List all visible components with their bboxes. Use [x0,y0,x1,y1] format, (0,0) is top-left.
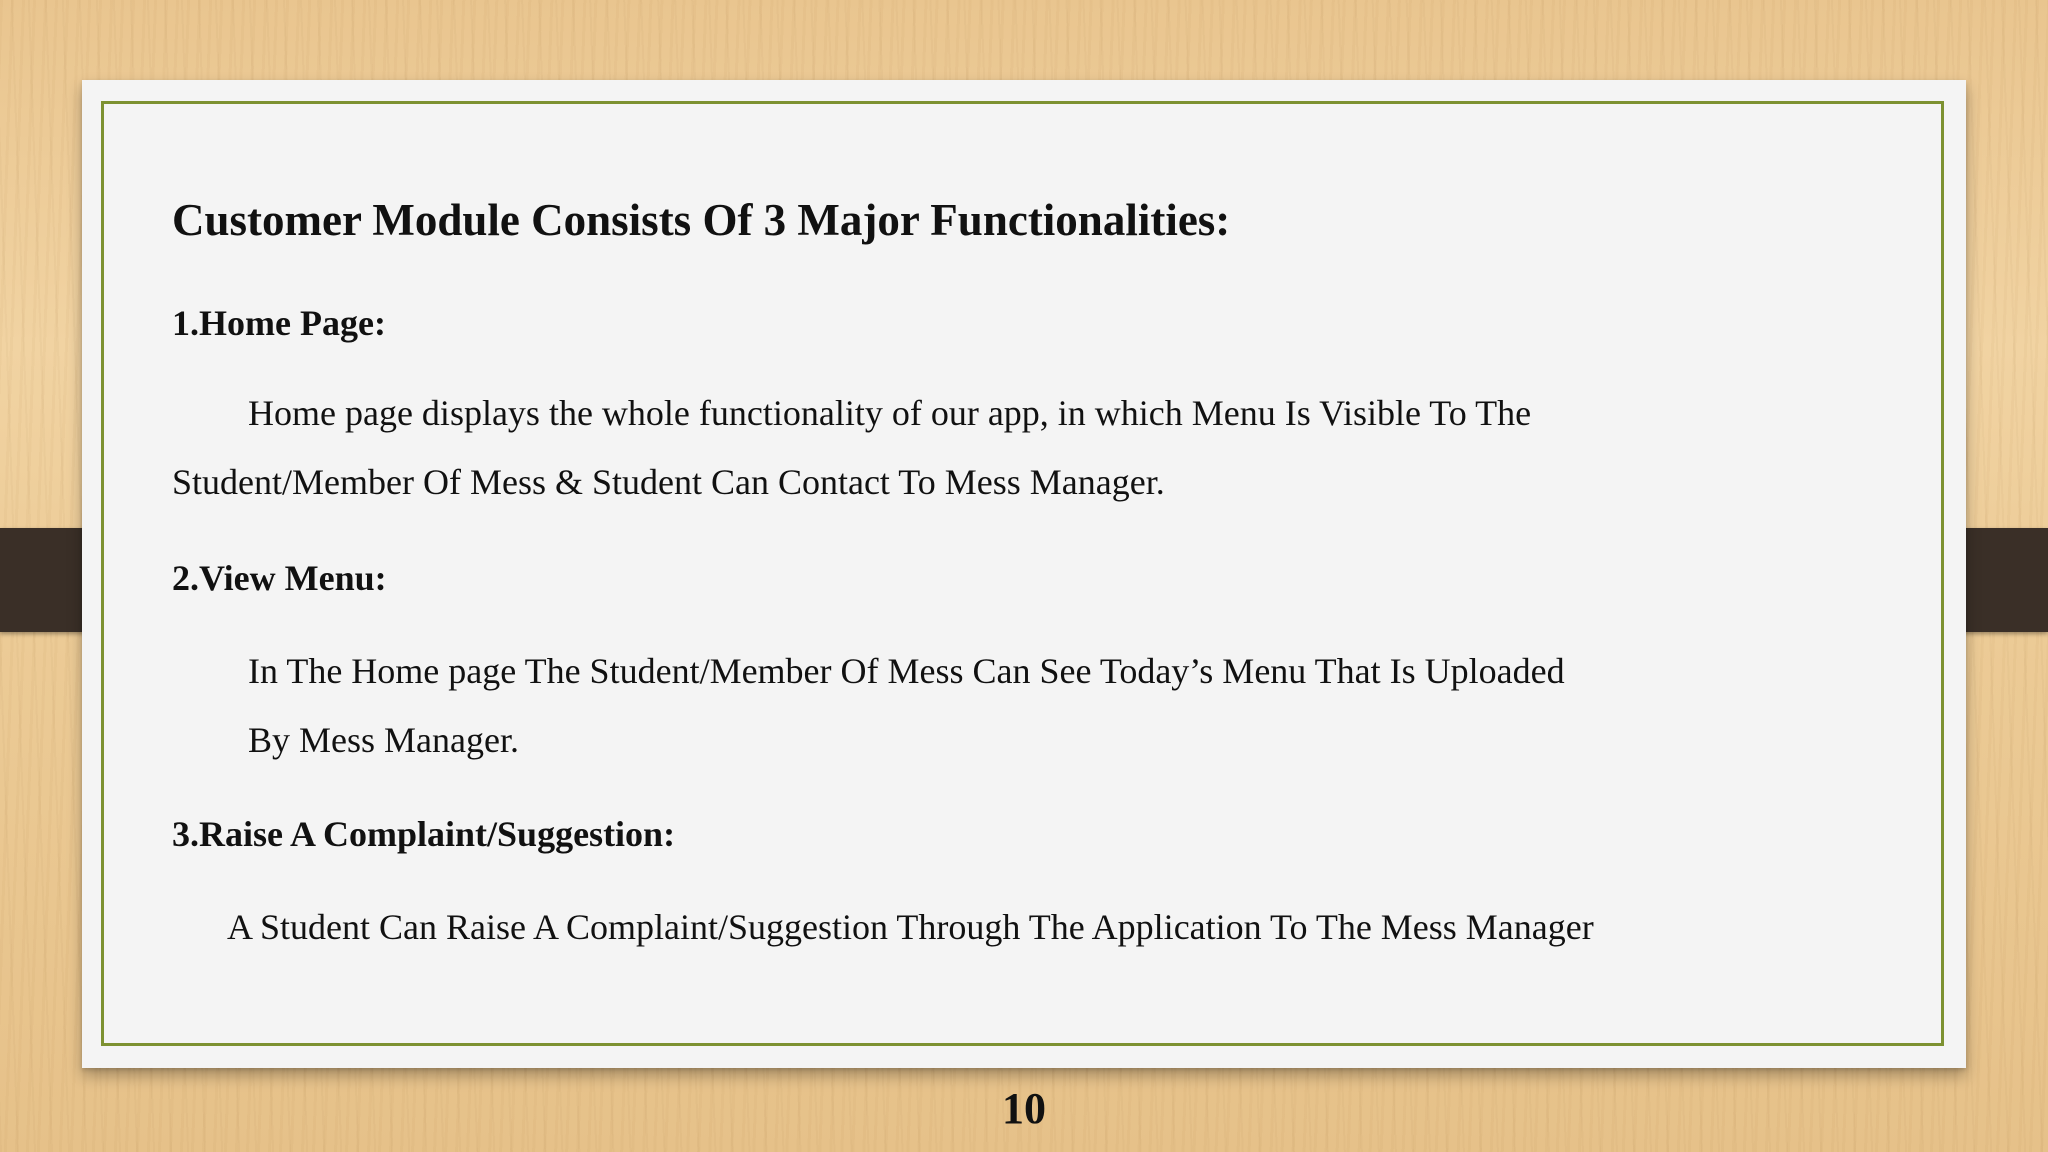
raise-complaint-text-line-1: A Student Can Raise A Complaint/Suggestion Through The Application To The Mess Manager [227,907,1594,947]
home-page-text-line-2: Student/Member Of Mess & Student Can Contact To Mess Manager. [172,462,1165,502]
slide-title: Customer Module Consists Of 3 Major Functionalities: [172,195,1231,245]
slide-card [82,80,1966,1068]
view-menu-text-line-2: By Mess Manager. [248,720,519,760]
section-heading-view-menu: 2.View Menu: [172,558,387,598]
view-menu-text-line-1: In The Home page The Student/Member Of Mess Can See Today’s Menu That Is Uploaded [248,651,1565,691]
section-heading-raise-complaint: 3.Raise A Complaint/Suggestion: [172,814,676,854]
home-page-text-line-1: Home page displays the whole functionality of our app, in which Menu Is Visible To The [248,393,1532,433]
section-heading-home-page: 1.Home Page: [172,303,386,343]
page-number: 10 [1002,1084,1046,1133]
